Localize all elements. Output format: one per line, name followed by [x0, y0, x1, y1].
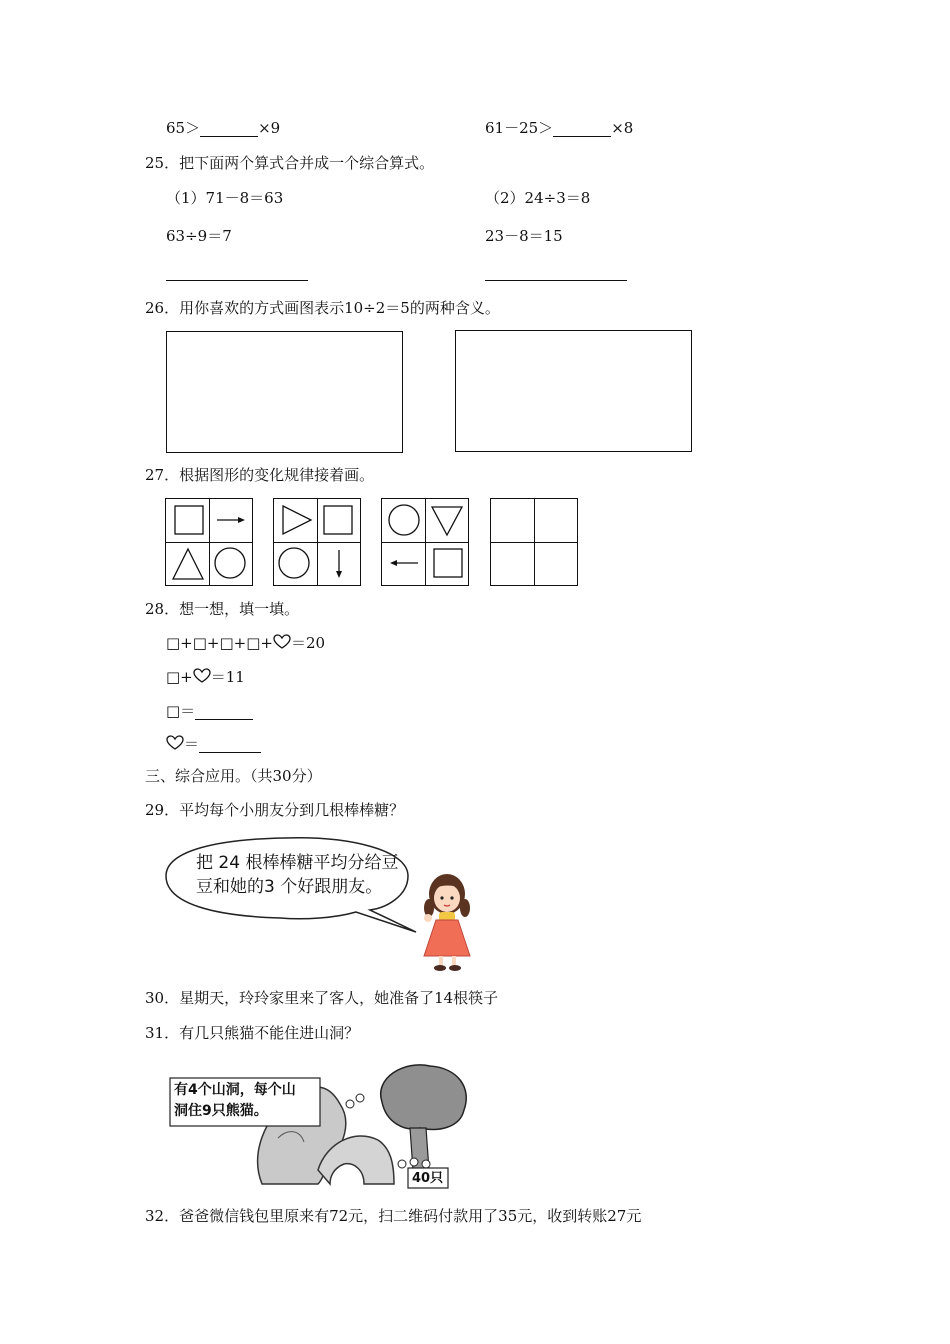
- q25-part2-line1: （2）24÷3＝8: [485, 189, 591, 207]
- answer-blank[interactable]: [199, 738, 261, 753]
- cave-sign-line-1: 有4个山洞，每个山: [174, 1082, 296, 1098]
- heart-icon: [193, 668, 211, 684]
- girl-icon: [424, 874, 470, 971]
- q25-answer-line-1[interactable]: [166, 280, 308, 281]
- q30-title: 30．星期天，玲玲家里来了客人，她准备了14根筷子: [145, 989, 499, 1007]
- heart-icon: [166, 735, 184, 751]
- arrow-down-icon: [336, 550, 342, 578]
- q24-left-expression: 65＞ ×9: [166, 119, 281, 137]
- q28-answer-square: □＝: [166, 702, 253, 720]
- q26-title: 26．用你喜欢的方式画图表示10÷2＝5的两种含义。: [145, 299, 500, 317]
- pattern-grid-2: [273, 498, 361, 586]
- circle-icon: [279, 548, 309, 578]
- drawing-box-1[interactable]: [166, 331, 403, 453]
- triangle-down-icon: [432, 507, 462, 535]
- q24-right-expression: 61－25＞ ×8: [485, 119, 634, 137]
- q28-equation-2: □+ ＝11: [166, 668, 245, 686]
- square-icon: [175, 506, 203, 534]
- square-icon: [434, 549, 462, 577]
- q25-part1-line2: 63÷9＝7: [166, 227, 232, 245]
- heart-icon: [273, 634, 291, 650]
- q25-part2-line2: 23－8＝15: [485, 227, 563, 245]
- q28-title: 28．想一想，填一填。: [145, 600, 300, 618]
- q31-title: 31．有几只熊猫不能住进山洞？: [145, 1024, 360, 1042]
- q28-equation-1: □+□+□+□+ ＝20: [166, 634, 326, 652]
- arrow-left-icon: [390, 560, 418, 566]
- panda-count-label: 40只: [412, 1171, 444, 1186]
- q25-answer-line-2[interactable]: [485, 280, 627, 281]
- q32-title: 32．爸爸微信钱包里原来有72元，扫二维码付款用了35元，收到转账27元: [145, 1207, 642, 1225]
- arrow-right-icon: [217, 517, 245, 523]
- pattern-grid-3: [381, 498, 469, 586]
- q29-title: 29．平均每个小朋友分到几根棒棒糖？: [145, 801, 405, 819]
- triangle-icon: [173, 549, 203, 579]
- section-3-title: 三、综合应用。（共30分）: [145, 767, 322, 785]
- answer-blank[interactable]: [200, 122, 258, 137]
- circle-icon: [215, 548, 245, 578]
- q27-title: 27．根据图形的变化规律接着画。: [145, 466, 375, 484]
- q25-part1-line1: （1）71－8＝63: [166, 189, 284, 207]
- speech-bubble-line-2: 豆和她的3 个好跟朋友。: [196, 877, 383, 897]
- square-icon: [324, 506, 352, 534]
- answer-blank[interactable]: [553, 122, 611, 137]
- q28-answer-heart: ＝: [166, 735, 261, 753]
- q25-title: 25．把下面两个算式合并成一个综合算式。: [145, 154, 435, 172]
- pattern-grid-1: [165, 498, 253, 586]
- answer-blank[interactable]: [195, 705, 253, 720]
- pattern-grid-answer[interactable]: [490, 498, 578, 586]
- speech-bubble-line-1: 把 24 根棒棒糖平均分给豆: [196, 853, 399, 873]
- cave-sign-line-2: 洞住9只熊猫。: [174, 1103, 268, 1119]
- triangle-right-icon: [283, 506, 311, 534]
- circle-icon: [389, 505, 419, 535]
- drawing-box-2[interactable]: [455, 330, 692, 452]
